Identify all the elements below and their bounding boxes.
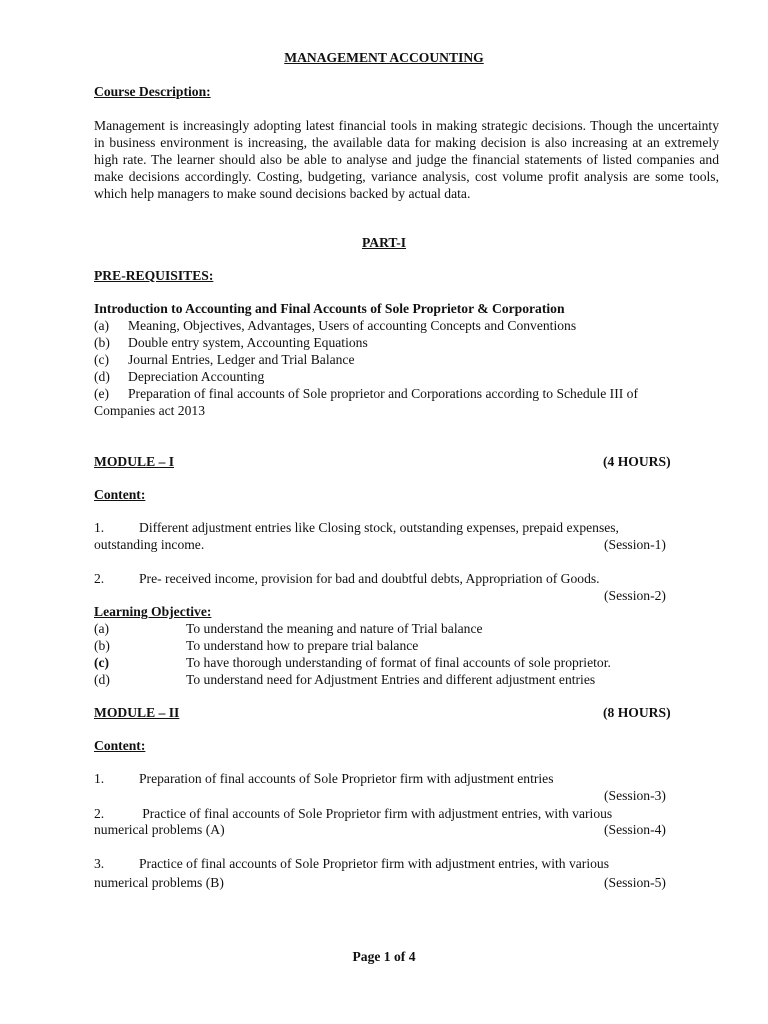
session-label: (Session-5) — [604, 875, 666, 890]
objective-marker: (b) — [94, 638, 110, 653]
page-title: MANAGEMENT ACCOUNTING — [284, 50, 484, 65]
prereq-marker: (e) — [94, 386, 110, 401]
module-1-title: MODULE – I — [94, 454, 175, 469]
content-item-continued: outstanding income. — [94, 537, 205, 552]
module-2-title: MODULE – II — [94, 705, 180, 720]
content-item-continued: numerical problems (A) — [94, 822, 225, 837]
module-1-content-heading: Content: — [94, 487, 146, 502]
session-label: (Session-3) — [604, 788, 666, 803]
prereq-marker: (d) — [94, 369, 110, 384]
session-label: (Session-1) — [604, 537, 666, 552]
content-number: 1. — [94, 520, 105, 535]
objective-marker: (c) — [94, 655, 110, 670]
prereq-item: Meaning, Objectives, Advantages, Users of accounting Concepts and Conventions — [128, 318, 577, 333]
prereq-item: Depreciation Accounting — [128, 369, 265, 384]
module-2-hours: (8 HOURS) — [603, 705, 671, 720]
content-item-justified — [94, 805, 719, 822]
prerequisites-subheading: Introduction to Accounting and Final Accounts of Sole Proprietor & Corporation — [94, 301, 565, 316]
content-number: 1. — [94, 771, 105, 786]
content-item: Practice of final accounts of Sole Proprietor firm with adjustment entries, with various — [139, 856, 609, 871]
content-number: 2. — [94, 806, 105, 821]
prereq-marker: (b) — [94, 335, 110, 350]
content-item: Practice of final accounts of Sole Proprietor firm with adjustment entries, with various — [142, 806, 613, 821]
prereq-item: Journal Entries, Ledger and Trial Balance — [128, 352, 355, 367]
session-label: (Session-4) — [604, 822, 666, 837]
content-number: 2. — [94, 571, 105, 586]
module-2-content-heading: Content: — [94, 738, 146, 753]
session-label: (Session-2) — [604, 588, 666, 603]
course-description-text: Management is increasingly adopting latest financial tools in making strategic decisions. Though the uncertainty in business environment is increasing, the available data for making decision is also increasing at an extremely high rate. The learner should also be able to analyse and judge the financial statements of listed companies and make decisions accordingly. Costing, budgeting, variance analysis, cost volume profit analysis are some tools, which help managers to make sound decisions backed by actual data. — [94, 118, 719, 201]
objective-item: To understand need for Adjustment Entries and different adjustment entries — [186, 672, 596, 687]
prerequisites-heading: PRE-REQUISITES: — [94, 268, 214, 283]
prereq-item-continued: Companies act 2013 — [94, 403, 205, 418]
prereq-item: Double entry system, Accounting Equations — [128, 335, 368, 350]
content-item: Different adjustment entries like Closing stock, outstanding expenses, prepaid expenses, — [139, 520, 619, 535]
learning-objective-heading: Learning Objective: — [94, 604, 212, 619]
content-item: Preparation of final accounts of Sole Proprietor firm with adjustment entries — [139, 771, 554, 786]
prereq-item: Preparation of final accounts of Sole proprietor and Corporations according to Schedule III of — [128, 386, 638, 401]
content-item: Pre- received income, provision for bad and doubtful debts, Appropriation of Goods. — [139, 571, 600, 586]
objective-marker: (d) — [94, 672, 110, 687]
objective-item: To have thorough understanding of format of final accounts of sole proprietor. — [186, 655, 611, 670]
objective-marker: (a) — [94, 621, 110, 636]
content-item-continued: numerical problems (B) — [94, 875, 224, 890]
part-heading: PART-I — [361, 235, 407, 250]
prereq-marker: (c) — [94, 352, 110, 367]
objective-item: To understand the meaning and nature of Trial balance — [186, 621, 483, 636]
course-description-heading: Course Description: — [94, 84, 211, 99]
prereq-marker: (a) — [94, 318, 110, 333]
objective-item: To understand how to prepare trial balance — [186, 638, 419, 653]
content-number: 3. — [94, 856, 105, 871]
page-footer: Page 1 of 4 — [352, 949, 416, 964]
module-1-hours: (4 HOURS) — [603, 454, 671, 469]
